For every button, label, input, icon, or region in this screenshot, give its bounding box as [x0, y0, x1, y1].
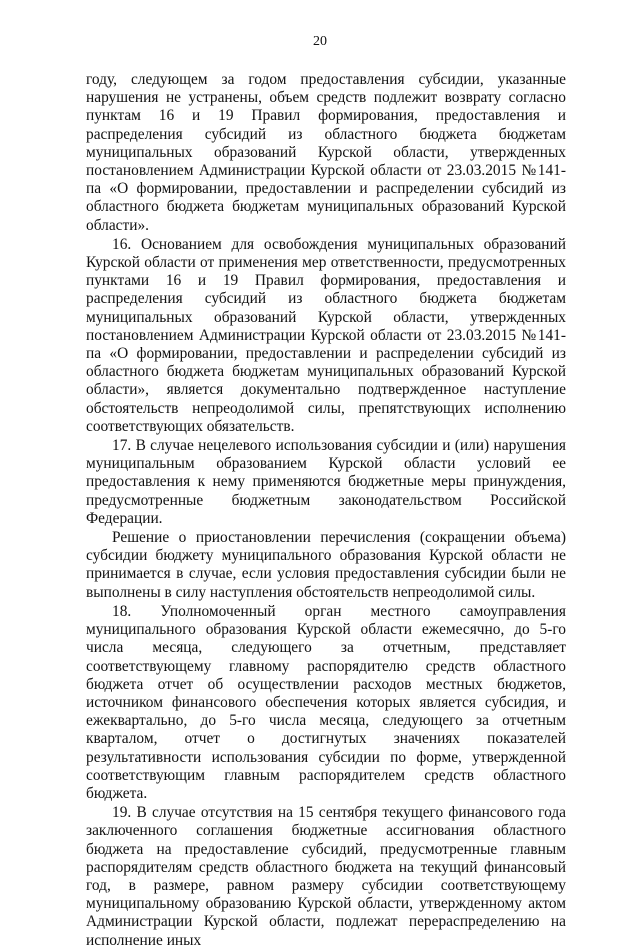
paragraph-17-decision: Решение о приостановлении перечисления (сокращении объема) субсидии бюджету муниципального образования Курской области не принимается в случае, если условия предоставления субсидии были не выполнены в силу наступления обстоятельств непреодолимой силы.	[86, 529, 566, 601]
paragraph-18: 18. Уполномоченный орган местного самоуправления муниципального образования Курской области ежемесячно, до 5-го числа месяца, следующего за отчетным, представляет соответствующему главному распорядителю средств областного бюджета отчет об осуществлении расходов местных бюджетов, источником финансового обеспечения которых является субсидия, и ежеквартально, до 5-го числа месяца, следующего за отчетным кварталом, отчет о достигнутых значениях показателей результативности использования субсидии по форме, утвержденной соответствующим главным распорядителем средств областного бюджета.	[86, 602, 566, 802]
page-number: 20	[313, 34, 327, 49]
paragraph-17: 17. В случае нецелевого использования субсидии и (или) нарушения муниципальным образованием Курской области условий ее предоставления к нему применяются бюджетные меры принуждения, предусмотренные бюджетным законодательством Российской Федерации.	[86, 437, 566, 527]
paragraph-19: 19. В случае отсутствия на 15 сентября текущего финансового года заключенного соглашения бюджетные ассигнования областного бюджета на предоставление субсидий, предусмотренные главным распорядителям средств областного бюджета на текущий финансовый год, в размере, равном размеру субсидии соответствующему муниципальному образованию Курской области, утвержденному актом Администрации Курской области, подлежат перераспределению на исполнение иных	[86, 804, 566, 949]
paragraph-16: 16. Основанием для освобождения муниципальных образований Курской области от применения мер ответственности, предусмотренных пунктами 16 и 19 Правил формирования, предоставления и распределения субсидий из областного бюджета бюджетам муниципальных образований Курской области, утвержденных постановлением Администрации Курской области от 23.03.2015 №141-па «О формировании, предоставлении и распределении субсидий из областного бюджета бюджетам муниципальных образований Курской области», является документально подтвержденное наступление обстоятельств непреодолимой силы, препятствующих исполнению соответствующих обязательств.	[86, 235, 566, 435]
document-body	[86, 71, 566, 950]
paragraph-continuation: году, следующем за годом предоставления субсидии, указанные нарушения не устранены, объем средств подлежит возврату согласно пунктам 16 и 19 Правил формирования, предоставления и распределения субсидий из областного бюджета бюджетам муниципальных образований Курской области, утвержденных постановлением Администрации Курской области от 23.03.2015 №141-па «О формировании, предоставлении и распределении субсидий из областного бюджета бюджетам муниципальных образований Курской области».	[86, 71, 566, 234]
